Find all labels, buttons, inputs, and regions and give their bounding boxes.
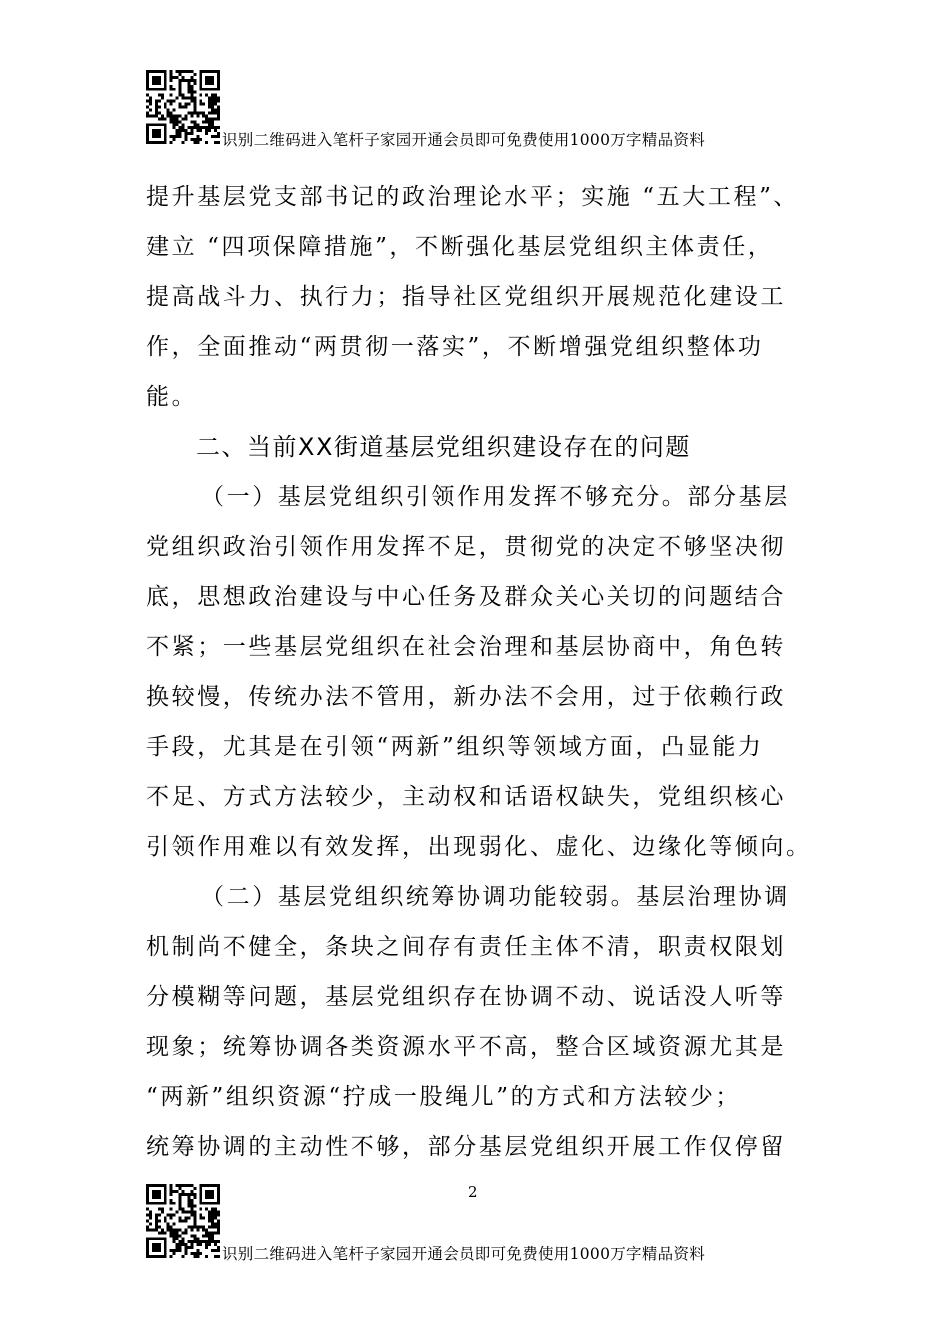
section-heading: 二、当前XX街道基层党组织建设存在的问题 — [196, 433, 691, 461]
paragraph-line: 作，全面推动“两贯彻一落实”，不断增强党组织整体功 — [146, 334, 764, 360]
footer-banner: 识别二维码进入笔杆子家园开通会员即可免费使用1000万字精品资料 — [222, 1245, 706, 1263]
paragraph-line: 分模糊等问题，基层党组织存在协调不动、说话没人听等 — [146, 984, 786, 1010]
subsection-heading-line: （二）基层党组织统筹协调功能较弱。基层治理协调 — [201, 884, 790, 910]
paragraph-line: 提高战斗力、执行力；指导社区党组织开展规范化建设工 — [146, 284, 786, 310]
paragraph-line: 换较慢，传统办法不管用，新办法不会用，过于依赖行政 — [146, 684, 786, 710]
qr-code-icon — [146, 1184, 220, 1258]
document-body — [146, 172, 826, 1172]
paragraph-line: 现象；统筹协调各类资源水平不高，整合区域资源尤其是 — [146, 1034, 786, 1060]
paragraph-line: 提升基层党支部书记的政治理论水平；实施 “五大工程”、 — [146, 184, 800, 210]
paragraph-line: 党组织政治引领作用发挥不足，贯彻党的决定不够坚决彻 — [146, 534, 786, 560]
paragraph-line: 机制尚不健全，条块之间存有责任主体不清，职责权限划 — [146, 934, 786, 960]
paragraph-line: 底，思想政治建设与中心任务及群众关心关切的问题结合 — [146, 584, 786, 610]
paragraph-line: 统筹协调的主动性不够，部分基层党组织开展工作仅停留 — [146, 1134, 786, 1160]
subsection-heading-line: （一）基层党组织引领作用发挥不够充分。部分基层 — [201, 484, 790, 510]
paragraph-line: 建立 “四项保障措施”，不断强化基层党组织主体责任， — [146, 234, 774, 260]
paragraph-line: 引领作用难以有效发挥，出现弱化、虚化、边缘化等倾向。 — [146, 834, 812, 860]
paragraph-line: 不足、方式方法较少，主动权和话语权缺失，党组织核心 — [146, 784, 786, 810]
paragraph-line: “两新”组织资源“拧成一股绳儿”的方式和方法较少； — [146, 1084, 742, 1110]
page-number: 2 — [468, 1183, 478, 1201]
header-banner: 识别二维码进入笔杆子家园开通会员即可免费使用1000万字精品资料 — [222, 131, 706, 149]
qr-code-icon — [146, 70, 220, 144]
paragraph-line: 不紧；一些基层党组织在社会治理和基层协商中，角色转 — [146, 634, 786, 660]
paragraph-line: 手段，尤其是在引领“两新”组织等领域方面，凸显能力 — [146, 734, 764, 760]
paragraph-line: 能。 — [146, 384, 198, 410]
